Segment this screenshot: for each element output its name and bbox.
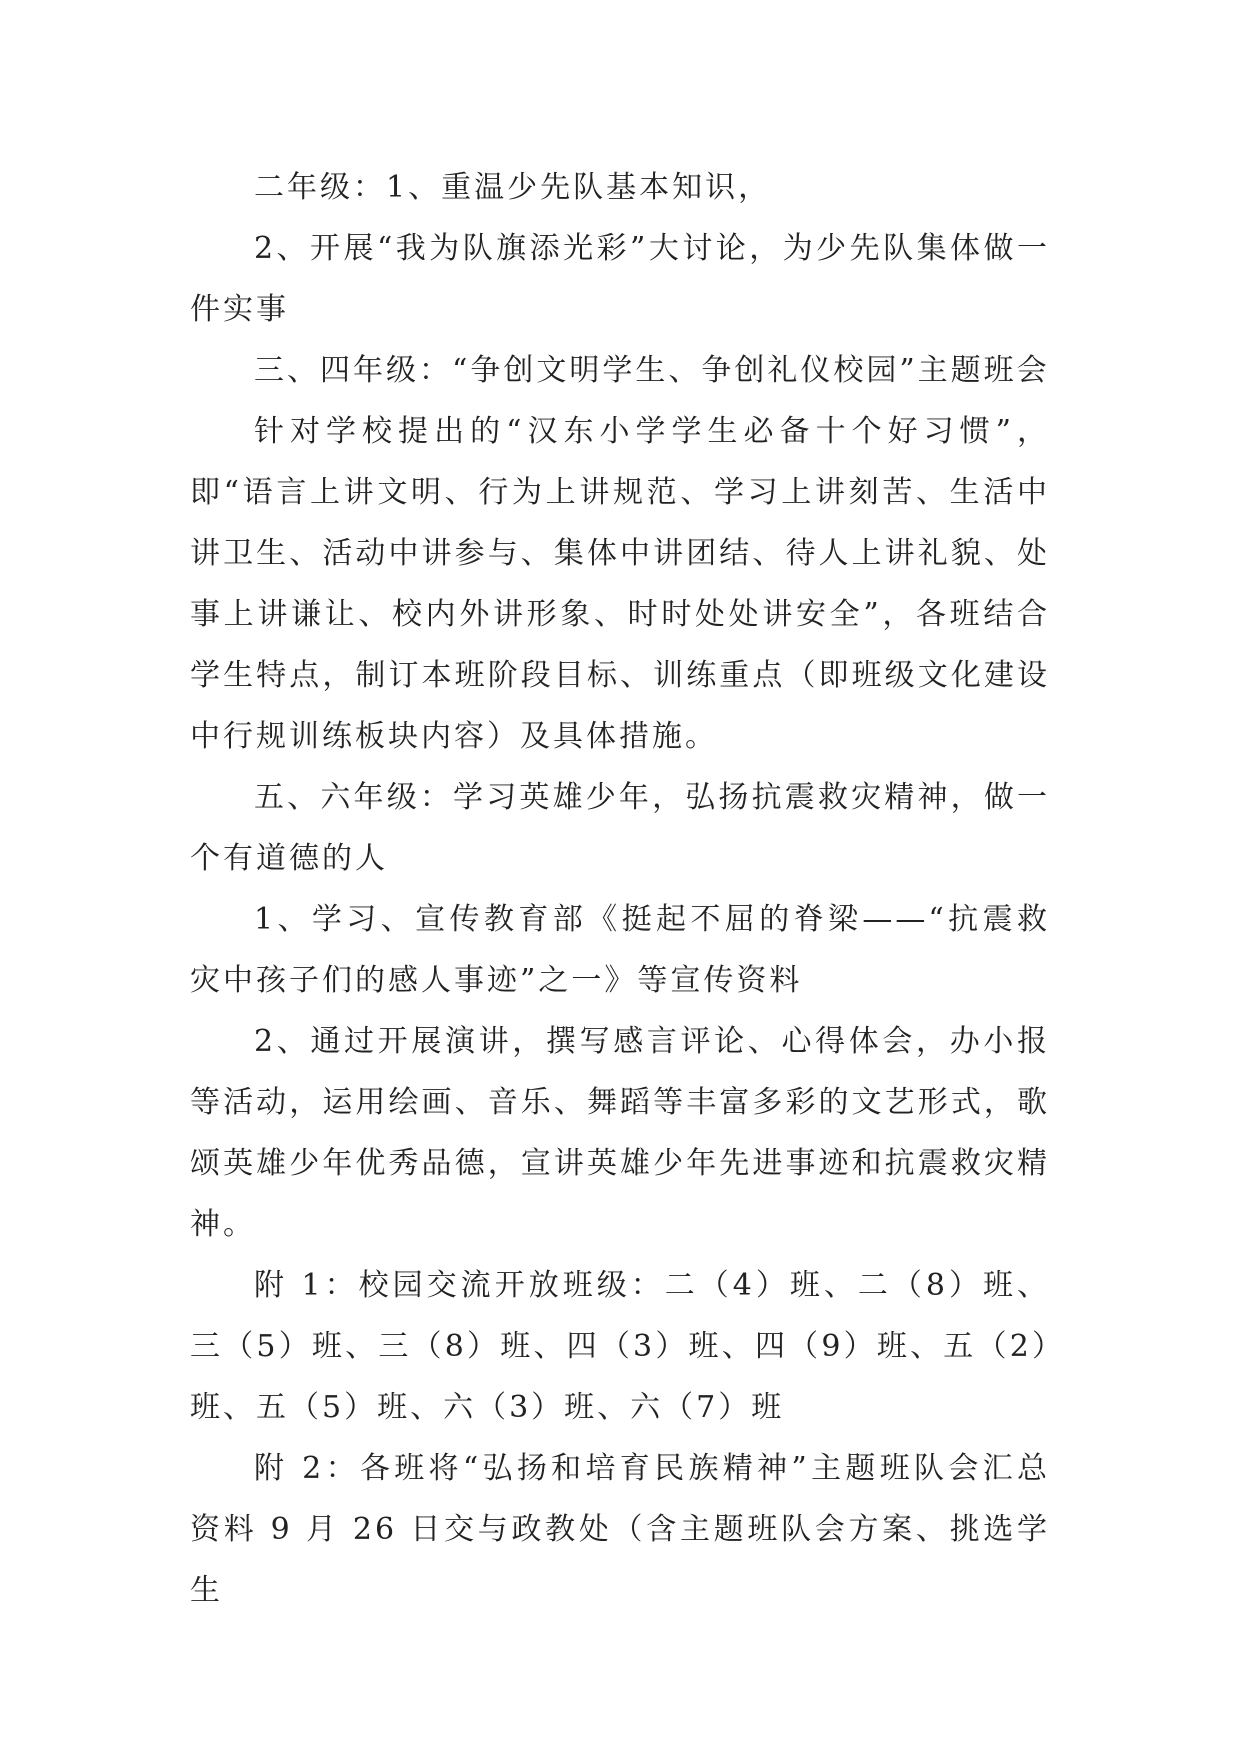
paragraph-grade-two-item-2: 2、开展“我为队旗添光彩”大讨论，为少先队集体做一件实事 [190, 231, 1050, 327]
document-body [190, 157, 1050, 1621]
paragraph-grade-five-six-item-2: 2、通过开展演讲，撰写感言评论、心得体会，办小报等活动，运用绘画、音乐、舞蹈等丰富多彩的文艺形式，歌颂英雄少年优秀品德，宣讲英雄少年先进事迹和抗震救灾精神。 [190, 1024, 1050, 1242]
paragraph-grade-two: 二年级：1、重温少先队基本知识， [254, 170, 772, 205]
paragraph-grade-five-six-item-1: 1、学习、宣传教育部《挺起不屈的脊梁——“抗震救灾中孩子们的感人事迹”之一》等宣传资料 [190, 902, 1050, 998]
paragraph-good-habits: 针对学校提出的“汉东小学学生必备十个好习惯”，即“语言上讲文明、行为上讲规范、学习上讲刻苦、生活中讲卫生、活动中讲参与、集体中讲团结、待人上讲礼貌、处事上讲谦让、校内外讲形象、时时处处讲安全”，各班结合学生特点，制订本班阶段目标、训练重点（即班级文化建设中行规训练板块内容）及具体措施。 [190, 414, 1050, 754]
paragraph-grade-three-four: 三、四年级：“争创文明学生、争创礼仪校园”主题班会 [254, 353, 1050, 388]
paragraph-appendix-2: 附 2：各班将“弘扬和培育民族精神”主题班队会汇总资料 9 月 26 日交与政教处（含主题班队会方案、挑选学生 [190, 1451, 1050, 1608]
paragraph-appendix-1: 附 1：校园交流开放班级：二（4）班、二（8）班、三（5）班、三（8）班、四（3）班、四（9）班、五（2）班、五（5）班、六（3）班、六（7）班 [190, 1268, 1050, 1425]
paragraph-grade-five-six: 五、六年级：学习英雄少年，弘扬抗震救灾精神，做一个有道德的人 [190, 780, 1050, 876]
